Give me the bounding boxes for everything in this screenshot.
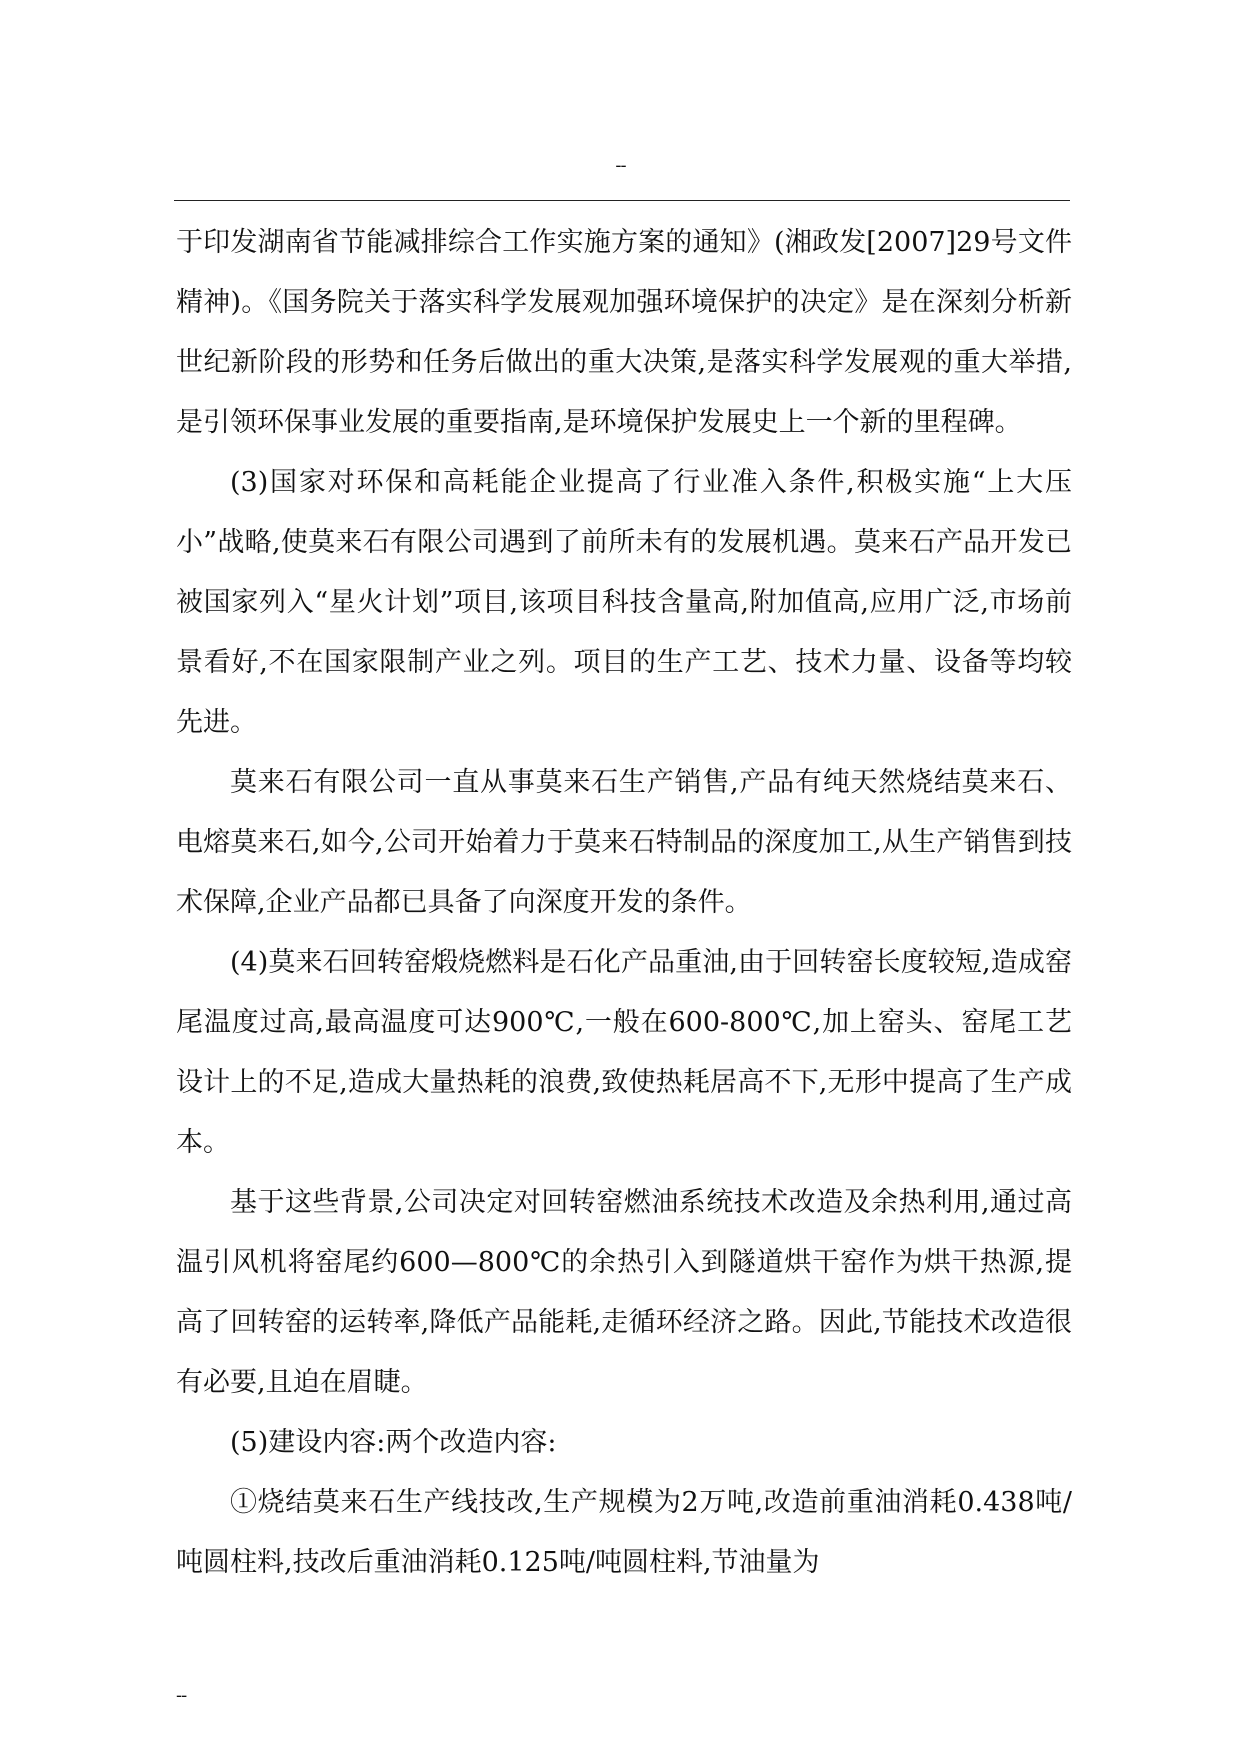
paragraph-item-3: (3)国家对环保和高耗能企业提高了行业准入条件,积极实施“上大压小”战略,使莫来石有限公司遇到了前所未有的发展机遇。莫来石产品开发已被国家列入“星火计划”项目,该项目科技含量高,附加值高,应用广泛,市场前景看好,不在国家限制产业之列。项目的生产工艺、技术力量、设备等均较先进。 <box>176 467 1072 738</box>
paragraph-subitem-1: ①烧结莫来石生产线技改,生产规模为2万吨,改造前重油消耗0.438吨/吨圆柱料,技改后重油消耗0.125吨/吨圆柱料,节油量为 <box>176 1487 1072 1578</box>
paragraph-company-intro: 莫来石有限公司一直从事莫来石生产销售,产品有纯天然烧结莫来石、电熔莫来石,如今,公司开始着力于莫来石特制品的深度加工,从生产销售到技术保障,企业产品都已具备了向深度开发的条件。 <box>176 767 1072 918</box>
paragraph-background: 基于这些背景,公司决定对回转窑燃油系统技术改造及余热利用,通过高温引风机将窑尾约600—800℃的余热引入到隧道烘干窑作为烘干热源,提高了回转窑的运转率,降低产品能耗,走循环经济之路。因此,节能技术改造很有必要,且迫在眉睫。 <box>176 1187 1072 1398</box>
paragraph-item-5: (5)建设内容:两个改造内容: <box>230 1427 557 1458</box>
page-footer-mark: -- <box>176 1685 187 1706</box>
header-divider <box>174 200 1070 201</box>
page-header-mark: -- <box>615 155 626 176</box>
paragraph-item-4: (4)莫来石回转窑煅烧燃料是石化产品重油,由于回转窑长度较短,造成窑尾温度过高,最高温度可达900℃,一般在600-800℃,加上窑头、窑尾工艺设计上的不足,造成大量热耗的浪费,致使热耗居高不下,无形中提高了生产成本。 <box>176 947 1072 1158</box>
paragraph-continuation: 于印发湖南省节能减排综合工作实施方案的通知》(湘政发[2007]29号文件精神)。《国务院关于落实科学发展观加强环境保护的决定》是在深刻分析新世纪新阶段的形势和任务后做出的重大决策,是落实科学发展观的重大举措,是引领环保事业发展的重要指南,是环境保护发展史上一个新的里程碑。 <box>176 227 1072 438</box>
document-body <box>176 213 1072 1593</box>
